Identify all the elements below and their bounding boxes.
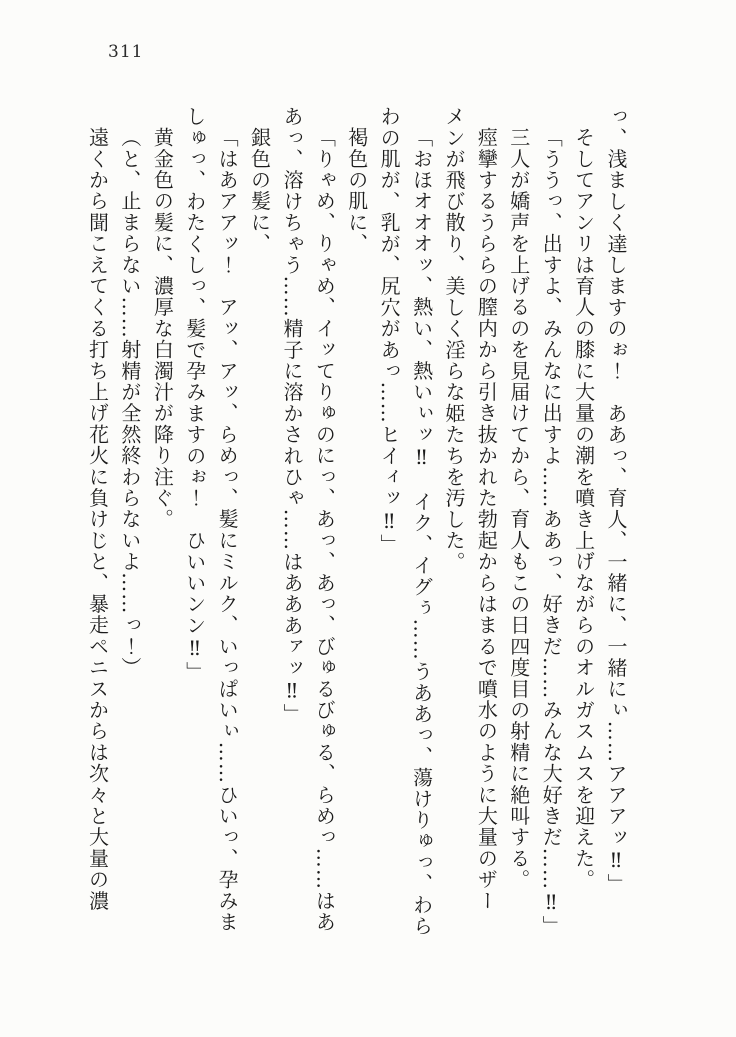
text-block (81, 106, 632, 952)
text-column: 三人が嬌声を上げるのを見届けてから、育人もこの日四度目の射精に絶叫する。 (506, 127, 531, 891)
text-column: あっ、溶けちゃう……精子に溶かされひゃ……はあああァッ‼」 (279, 106, 304, 725)
text-column: 痙攣するうららの膣内から引き抜かれた勃起からはまるで噴水のように大量のザー (474, 127, 499, 912)
page-number: 311 (108, 42, 144, 62)
text-column: 銀色の髪に、 (247, 127, 272, 255)
text-column: わの肌が、乳が、尻穴があっ……ヒイィッ‼」 (377, 106, 402, 556)
text-column: 遠くから聞こえてくる打ち上げ花火に負けじと、暴走ペニスからは次々と大量の濃 (85, 127, 110, 912)
text-column: 黄金色の髪に、濃厚な白濁汁が降り注ぐ。 (150, 127, 175, 530)
text-column: 「りゃめ、りゃめ、イッてりゅのにっ、あっ、あっ、びゅるびゅる、らめっ……はあ (312, 127, 337, 933)
text-column: っ、浅ましく達しますのぉ！ ああっ、育人、一緒に、一緒にぃ……アアアッ‼」 (604, 106, 628, 895)
text-column: 褐色の肌に、 (344, 127, 369, 255)
text-column: 「ううっ、出すよ、みんなに出すよ……ああっ、好きだ……みんな大好きだ……‼」 (539, 127, 564, 937)
text-column: 「おほオオオッ、熱い、熱いぃッ‼ イク、イグぅ……うああっ、蕩けりゅっ、わら (409, 127, 434, 937)
text-column: （と、止まらない……射精が全然終わらないよ……っ！） (117, 127, 142, 679)
text-column: そしてアンリは育人の膝に大量の潮を噴き上げながらのオルガスムスを迎えた。 (571, 127, 596, 891)
text-column: しゅっ、わたくしっ、髪で孕みますのぉ！ ひいいンン‼」 (182, 106, 207, 683)
text-column: メンが飛び散り、美しく淫らな姫たちを汚した。 (441, 106, 466, 573)
text-column: 「はあアアッ！ アッ、アッ、らめっ、髪にミルク、いっぱいぃ……ひいっ、孕みま (215, 127, 240, 933)
